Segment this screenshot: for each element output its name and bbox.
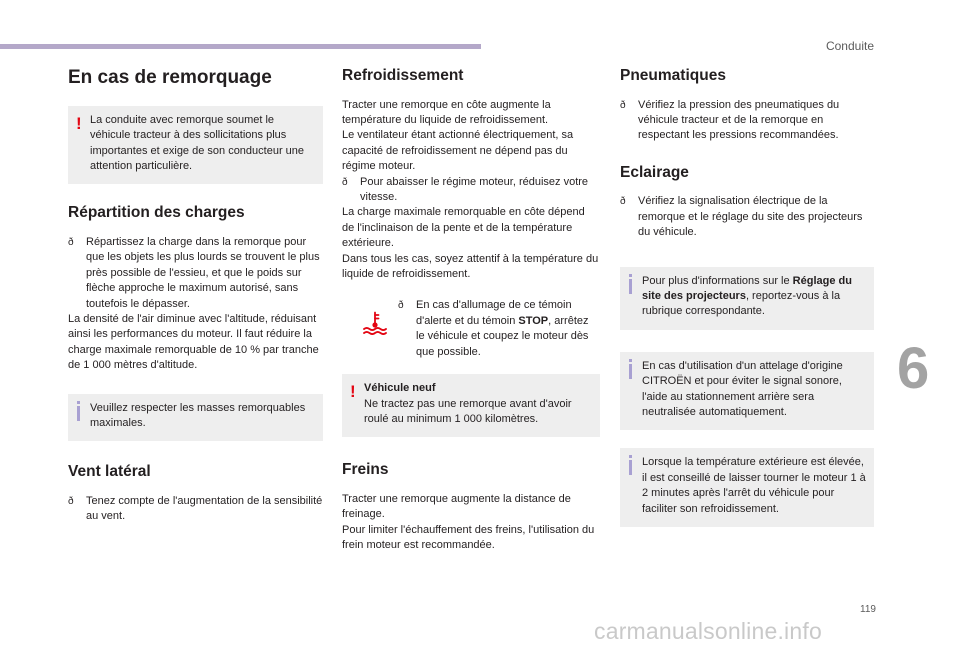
info-text: Veuillez respecter les masses remorquables maximales. <box>90 401 306 430</box>
info-icon <box>629 364 632 379</box>
page-number: 119 <box>860 604 876 615</box>
paragraph: Le ventilateur étant actionné électriquement, sa capacité de refroidissement ne dépend pas du régime moteur. <box>342 129 574 173</box>
watermark: carmanualsonline.info <box>594 618 822 644</box>
warning-text: Ne tractez pas une remorque avant d'avoir roulé au minimum 1 000 kilomètres. <box>364 397 572 425</box>
exclamation-icon: ! <box>350 382 356 402</box>
warning-box <box>342 374 600 437</box>
bullet-item: ð En cas d'allumage de ce témoin d'alerte et du témoin STOP, arrêtez le véhicule et coupez le moteur dès que possible. <box>398 298 600 360</box>
bullet-item: ð Tenez compte de l'augmentation de la sensibilité au vent. <box>68 494 323 525</box>
section-heading-pneumatiques: Pneumatiques <box>620 67 726 84</box>
page-title: En cas de remorquage <box>68 67 272 88</box>
column-left <box>68 60 323 525</box>
warning-title: Véhicule neuf <box>364 382 436 395</box>
chapter-number: 6 <box>897 336 930 401</box>
info-box <box>68 394 323 442</box>
paragraph: La charge maximale remorquable en côte dépend de l'inclinaison de la pente et de la température extérieure. <box>342 206 585 250</box>
bullet-item: ð Vérifiez la signalisation électrique de la remorque et le réglage du site des projecteurs du véhicule. <box>620 194 874 240</box>
paragraph: Tracter une remorque augmente la distance de freinage. <box>342 492 571 521</box>
paragraph: Dans tous les cas, soyez attentif à la température du liquide de refroidissement. <box>342 252 599 281</box>
section-heading-vent: Vent latéral <box>68 463 151 481</box>
paragraph: La densité de l'air diminue avec l'altitude, réduisant ainsi les performances du moteur. Il faut réduire la charge maximale remorquable de 10 % par tranche de 1 000 mètres d'altitude. <box>68 313 319 372</box>
coolant-warning <box>342 298 600 360</box>
section-heading-eclairage: Eclairage <box>620 163 689 181</box>
coolant-temperature-icon <box>362 311 388 335</box>
column-right <box>620 67 874 527</box>
bullet-item: ð Vérifiez la pression des pneumatiques du véhicule tracteur et de la remorque en respectant les pressions recommandées. <box>620 98 874 144</box>
info-text: Lorsque la température extérieure est élevée, il est conseillé de laisser tourner le moteur 1 à 2 minutes après l'arrêt du véhicule pour faciliter son refroidissement. <box>642 456 866 515</box>
paragraph: Pour limiter l'échauffement des freins, l'utilisation du frein moteur est recommandée. <box>342 523 595 552</box>
section-heading-freins: Freins <box>342 461 389 479</box>
info-box <box>620 448 874 527</box>
bullet-item: ð Pour abaisser le régime moteur, réduisez votre vitesse. <box>342 175 600 206</box>
paragraph: Tracter une remorque en côte augmente la température du liquide de refroidissement. <box>342 98 551 126</box>
section-heading-repartition: Répartition des charges <box>68 204 245 222</box>
info-box <box>620 267 874 330</box>
bullet-item: ð Répartissez la charge dans la remorque pour que les objets les plus lourds se trouvent le plus près possible de l'essieu, et que le poids sur flèche approche le maximum autorisé, sans toutefois le dépasser. <box>68 235 323 312</box>
info-icon <box>629 460 632 475</box>
info-icon <box>77 406 80 421</box>
header-bar <box>0 44 481 49</box>
info-box <box>620 352 874 431</box>
info-text: En cas d'utilisation d'un attelage d'origine CITROËN et pour éviter le signal sonore, l'aide au stationnement arrière sera neutralisée automatiquement. <box>642 359 843 419</box>
info-text: Pour plus d'informations sur le Réglage du site des projecteurs, reportez-vous à la rubrique correspondante. <box>642 274 852 318</box>
warning-text: La conduite avec remorque soumet le véhicule tracteur à des sollicitations plus importantes et exige de son conducteur une attention particulière. <box>90 113 305 173</box>
column-middle <box>342 67 600 554</box>
section-heading-refroidissement: Refroidissement <box>342 67 464 84</box>
exclamation-icon: ! <box>76 113 82 133</box>
section-title: Conduite <box>825 39 874 53</box>
warning-box <box>68 106 323 185</box>
info-icon <box>629 279 632 294</box>
